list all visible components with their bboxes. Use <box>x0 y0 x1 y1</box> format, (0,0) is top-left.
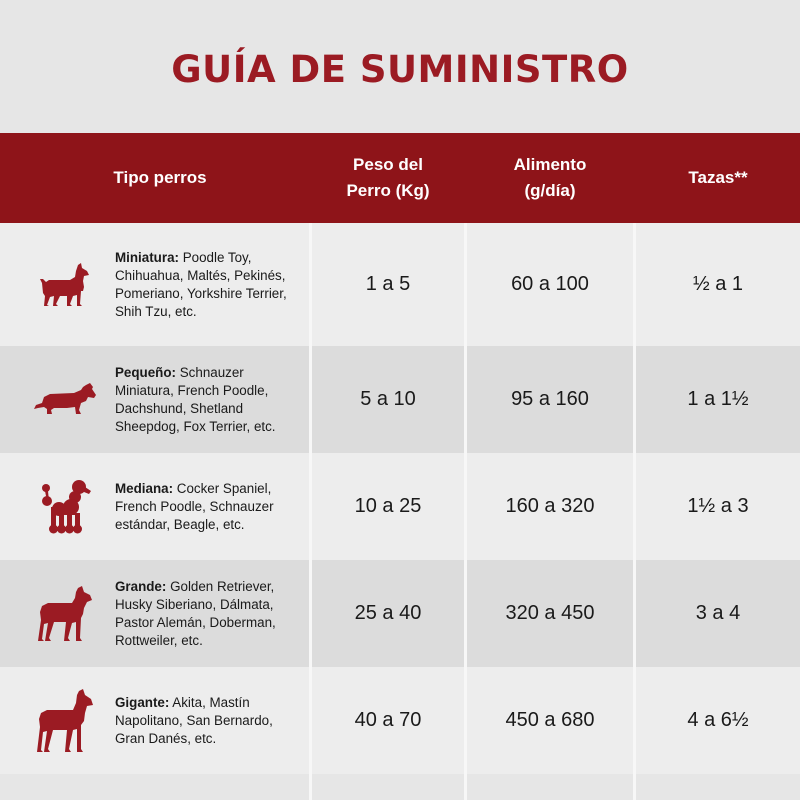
weight-value: 10 a 25 <box>354 495 422 517</box>
weight-value: 25 a 40 <box>354 602 422 624</box>
header-breed-type: Tipo perros <box>113 168 207 187</box>
column-divider <box>633 223 636 800</box>
dachshund-icon <box>24 346 106 453</box>
cups-value: 3 a 4 <box>695 602 741 624</box>
breed-description: Mediana: Cocker Spaniel, French Poodle, Schnauzer estándar, Beagle, etc. <box>115 480 274 532</box>
column-divider <box>309 223 312 800</box>
cups-value: 1½ a 3 <box>687 495 749 517</box>
page-title: GUÍA DE SUMINISTRO <box>171 48 629 91</box>
header-cups: Tazas** <box>688 168 748 187</box>
great-dane-icon <box>24 667 106 774</box>
food-value: 95 a 160 <box>511 388 589 410</box>
food-value: 320 a 450 <box>505 602 595 624</box>
cups-value: 1 a 1½ <box>687 388 749 410</box>
table-body <box>0 223 800 774</box>
column-divider <box>464 223 467 800</box>
cups-value: 4 a 6½ <box>687 709 749 731</box>
table-row <box>0 453 800 560</box>
table-row <box>0 560 800 667</box>
table-row <box>0 667 800 774</box>
poodle-icon <box>24 453 106 560</box>
table-header <box>0 133 800 223</box>
weight-value: 1 a 5 <box>365 273 411 295</box>
food-value: 450 a 680 <box>505 709 595 731</box>
breed-description: Gigante: Akita, Mastín Napolitano, San Bernardo, Gran Danés, etc. <box>115 694 273 746</box>
cups-value: ½ a 1 <box>692 273 744 295</box>
header-weight: Peso del Perro (Kg) <box>346 155 430 200</box>
breed-description: Pequeño: Schnauzer Miniatura, French Poodle, Dachshund, Shetland Sheepdog, Fox Terrier, etc. <box>115 364 276 434</box>
breed-description: Miniatura: Poodle Toy, Chihuahua, Maltés, Pekinés, Pomeriano, Yorkshire Terrier, Shih Tzu, etc. <box>115 249 287 319</box>
breed-description: Grande: Golden Retriever, Husky Siberiano, Dálmata, Pastor Alemán, Doberman, Rottweiler, etc. <box>115 578 276 648</box>
weight-value: 5 a 10 <box>360 388 416 410</box>
schnauzer-icon <box>24 223 106 346</box>
food-value: 60 a 100 <box>511 273 589 295</box>
food-value: 160 a 320 <box>505 495 595 517</box>
weight-value: 40 a 70 <box>354 709 422 731</box>
header-food: Alimento (g/día) <box>513 155 587 200</box>
table-row <box>0 223 800 346</box>
boxer-icon <box>24 560 106 667</box>
table-row <box>0 346 800 453</box>
